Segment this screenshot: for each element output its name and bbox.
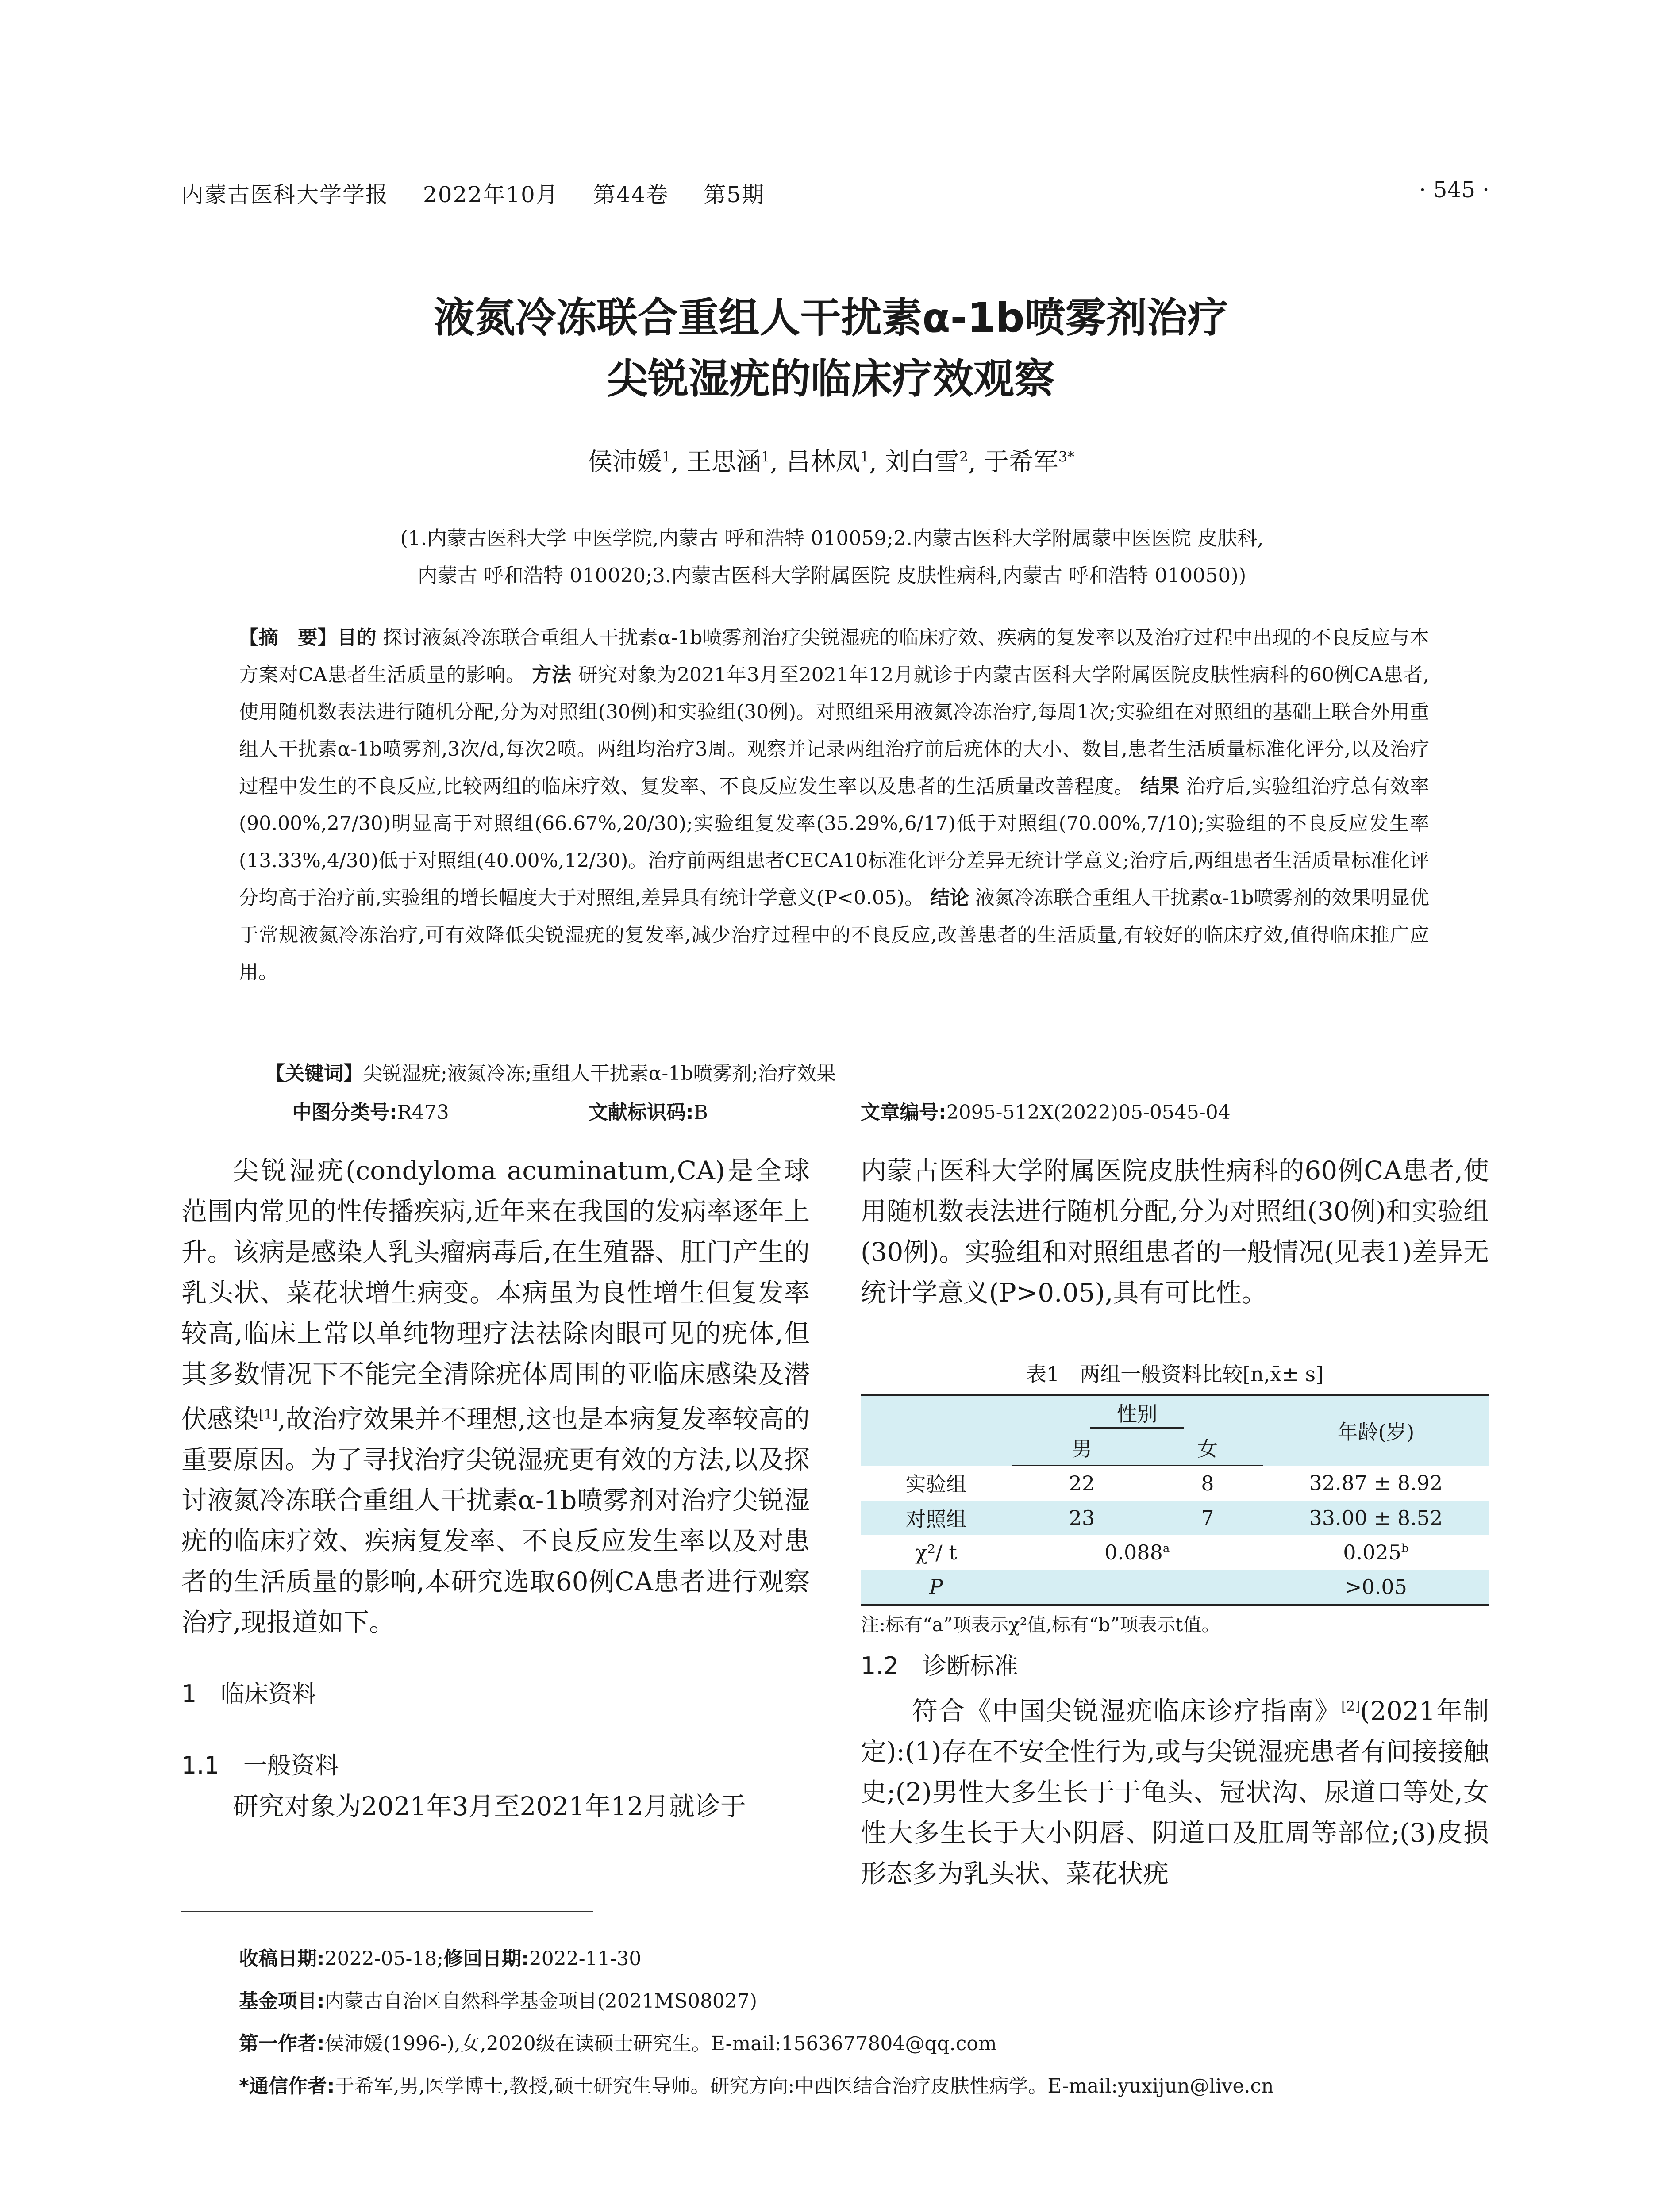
stat-sex-value: 0.088 <box>1104 1540 1163 1564</box>
abstract-results: 治疗后,实验组治疗总有效率(90.00%,27/30)明显高于对照组(66.67%,20/30);实验组复发率(35.29%,6/17)低于对照组(70.00%,7/10);实验组的不良反应发生率(13.33%,4/30)低于对照组(40.00%,12/30)。治疗前两组患者CECA10标准化评分差异无统计学意义;治疗后,两组患者生活质量标准化评分均高于治疗前,实验组的增长幅度大于对照组,差异具有统计学意义(P<0.05)。 <box>239 775 1429 909</box>
section-heading-1: 1 临床资料 <box>181 1680 316 1708</box>
author-affiliation-mark: 3* <box>1058 448 1075 465</box>
stat-age-mark: b <box>1401 1542 1409 1555</box>
abstract-conclusion: 液氮冷冻联合重组人干扰素α-1b喷雾剂的效果明显优于常规液氮冷冻治疗,可有效降低尖锐湿疣的复发率,减少治疗过程中的不良反应,改善患者的生活质量,有较好的临床疗效,值得临床推广应用。 <box>239 887 1429 983</box>
document-code <box>589 1096 708 1125</box>
citation-2[interactable]: [2] <box>1341 1699 1360 1714</box>
author-affiliation-mark: 2 <box>959 448 969 465</box>
volume: 第44卷 <box>593 182 669 207</box>
corresponding-text: 于希军,男,医学博士,教授,硕士研究生导师。研究方向:中西医结合治疗皮肤性病学。E-mail:yuxijun@live.cn <box>335 2075 1274 2097</box>
footnote-divider <box>181 1911 593 1912</box>
stat-sex <box>1012 1535 1263 1570</box>
corresponding-author <box>239 2065 1274 2108</box>
citation-1[interactable]: [1] <box>258 1407 278 1422</box>
doc-code-label: 文献标识码: <box>589 1101 694 1124</box>
continued-paragraph: 内蒙古医科大学附属医院皮肤性病科的60例CA患者,使用随机数表法进行随机分配,分为对照组(30例)和实验组(30例)。实验组和对照组患者的一般情况(见表1)差异无统计学意义(P>0.05),具有可比性。 <box>861 1156 1489 1308</box>
stat-age-value: 0.025 <box>1343 1540 1401 1564</box>
results-label: 结果 <box>1140 775 1180 798</box>
intro-text: 尖锐湿疣(condyloma acuminatum,CA)是全球范围内常见的性传播疾病,近年来在我国的发病率逐年上升。该病是感染人乳头瘤病毒后,在生殖器、肛门产生的乳头状、菜花状增生病变。本病虽为良性增生但复发率较高,临床上常以单纯物理疗法祛除肉眼可见的疣体,但其多数情况下不能完全清除疣体周围的亚临床感染及潜伏感染 <box>181 1156 810 1434</box>
table-note: 注:标有“a”项表示χ²值,标有“b”项表示t值。 <box>861 1614 1220 1636</box>
intro-text-tail: ,故治疗效果并不理想,这也是本病复发率较高的重要原因。为了寻找治疗尖锐湿疣更有效的方法,以及探讨液氮冷冻联合重组人干扰素α-1b喷雾剂对治疗尖锐湿疣的临床疗效、疾病复发率、不良反应发生率以及对患者的生活质量的影响,本研究选取60例CA患者进行观察治疗,现报道如下。 <box>181 1404 810 1638</box>
title-line-2: 尖锐湿疣的临床疗效观察 <box>607 355 1055 403</box>
clc-label: 中图分类号: <box>292 1101 397 1124</box>
keywords-text: 尖锐湿疣;液氮冷冻;重组人干扰素α-1b喷雾剂;治疗效果 <box>363 1062 836 1085</box>
stat-label: χ²/ t <box>915 1540 957 1564</box>
stat-sex-mark: a <box>1162 1542 1170 1555</box>
table-caption: 表1 两组一般资料比较[n,x̄± s] <box>1026 1362 1324 1386</box>
received-label: 收稿日期: <box>239 1947 325 1970</box>
author-name: 于希军 <box>984 448 1058 476</box>
author-name: 侯沛媛 <box>587 448 662 476</box>
diagnosis-text: 符合《中国尖锐湿疣临床诊疗指南》 <box>912 1696 1342 1726</box>
author-list: 侯沛媛$^1$, 王思涵$^1$, 吕林凤$^1$, 刘白雪$^2$, 于希军$^{3*}$ <box>587 448 1075 476</box>
section-heading-1-1: 1.1 一般资料 <box>181 1751 339 1780</box>
general-info-paragraph: 研究对象为2021年3月至2021年12月就诊于 <box>233 1791 746 1822</box>
fund-label: 基金项目: <box>239 1990 325 2012</box>
methods-label: 方法 <box>532 664 572 686</box>
journal-name: 内蒙古医科大学学报 <box>181 182 389 207</box>
age-value: 33.00 ± 8.52 <box>1263 1501 1489 1535</box>
intro-paragraph <box>181 1150 810 1643</box>
running-header <box>181 177 791 209</box>
issue: 第5期 <box>704 182 765 207</box>
keywords-label: 【关键词】 <box>265 1062 363 1085</box>
revised-date: 2022-11-30 <box>529 1947 642 1970</box>
revised-label: 修回日期: <box>443 1947 529 1970</box>
affiliations <box>292 520 1372 594</box>
female-count: 7 <box>1152 1501 1263 1535</box>
article-title <box>0 288 1662 410</box>
body-right-column <box>861 1150 1489 1313</box>
sex-group-header: 性别 <box>1090 1398 1184 1429</box>
keywords <box>265 1057 1434 1086</box>
row-label: 对照组 <box>861 1501 1012 1535</box>
p-age: >0.05 <box>1263 1570 1489 1605</box>
abstract-methods: 研究对象为2021年3月至2021年12月就诊于内蒙古医科大学附属医院皮肤性病科的60例CA患者,使用随机数表法进行随机分配,分为对照组(30例)和实验组(30例)。对照组采用液氮冷冻治疗,每周1次;实验组在对照组的基础上联合外用重组人干扰素α-1b喷雾剂,3次/d,每次2喷。两组均治疗3周。观察并记录两组治疗前后疣体的大小、数目,患者生活质量标准化评分,以及治疗过程中发生的不良反应,比较两组的临床疗效、复发率、不良反应发生率以及患者的生活质量改善程度。 <box>239 664 1429 798</box>
stat-age <box>1263 1535 1489 1570</box>
body-left-column <box>181 1150 810 1827</box>
age-header: 年龄(岁) <box>1263 1395 1489 1466</box>
affiliation-line-1: (1.内蒙古医科大学 中医学院,内蒙古 呼和浩特 010059;2.内蒙古医科大学附属蒙中医医院 皮肤科, <box>400 526 1264 550</box>
title-line-1: 液氮冷冻联合重组人干扰素α-1b喷雾剂治疗 <box>434 294 1228 342</box>
table-row <box>861 1535 1489 1570</box>
diagnosis-paragraph <box>861 1686 1489 1894</box>
female-header: 女 <box>1152 1430 1263 1466</box>
table-row <box>861 1570 1489 1605</box>
table-1 <box>861 1394 1489 1606</box>
male-count: 23 <box>1012 1501 1152 1535</box>
received-dates <box>239 1938 1274 1980</box>
table-row <box>861 1501 1489 1535</box>
conclusion-label: 结论 <box>930 887 970 909</box>
body-right-column-lower <box>861 1646 1489 1894</box>
article-number <box>861 1096 1231 1125</box>
age-value: 32.87 ± 8.92 <box>1309 1471 1443 1495</box>
abstract <box>239 619 1429 991</box>
fund-text: 内蒙古自治区自然科学基金项目(2021MS08027) <box>324 1990 758 2012</box>
author-name: 刘白雪 <box>885 448 959 476</box>
first-author-label: 第一作者: <box>239 2032 325 2055</box>
p-label: P <box>861 1570 1012 1605</box>
female-count: 8 <box>1201 1471 1214 1495</box>
received-date: 2022-05-18; <box>324 1947 444 1970</box>
issue-date: 2022年10月 <box>423 182 559 207</box>
first-author <box>239 2023 1274 2065</box>
table-corner <box>861 1395 1012 1466</box>
author-name: 吕林凤 <box>785 448 860 476</box>
author-affiliation-mark: 1 <box>662 448 671 465</box>
footnotes <box>239 1938 1274 2108</box>
row-label: 实验组 <box>905 1472 967 1497</box>
clc-number <box>292 1096 449 1125</box>
doc-code-value: B <box>693 1101 708 1124</box>
diagnosis-text-tail: (2021年制定):(1)存在不安全性行为,或与尖锐湿疣患者有间接接触史;(2)男性大多生长于于龟头、冠状沟、尿道口等处,女性大多生长于大小阴唇、阴道口及肛周等部位;(3)皮损形态多为乳头状、菜花状疣 <box>861 1696 1489 1889</box>
objective-label: 目的 <box>337 626 377 649</box>
author-affiliation-mark: 1 <box>761 448 770 465</box>
clc-value: R473 <box>397 1101 449 1124</box>
first-author-text: 侯沛媛(1996-),女,2020级在读硕士研究生。E-mail:1563677804@qq.com <box>324 2032 997 2055</box>
male-count: 22 <box>1069 1471 1095 1495</box>
affiliation-line-2: 内蒙古 呼和浩特 010020;3.内蒙古医科大学附属医院 皮肤性病科,内蒙古 呼和浩特 010050)) <box>417 564 1246 587</box>
author-name: 王思涵 <box>686 448 761 476</box>
abstract-objective: 探讨液氮冷冻联合重组人干扰素α-1b喷雾剂治疗尖锐湿疣的临床疗效、疾病的复发率以及治疗过程中出现的不良反应与本方案对CA患者生活质量的影响。 <box>239 626 1430 686</box>
corresponding-label: *通信作者: <box>239 2075 335 2097</box>
abstract-label: 【摘 要】 <box>239 626 337 649</box>
article-number-value: 2095-512X(2022)05-0545-04 <box>946 1101 1231 1124</box>
male-header: 男 <box>1012 1430 1152 1466</box>
author-affiliation-mark: 1 <box>860 448 869 465</box>
table-row <box>861 1466 1489 1501</box>
section-heading-1-2: 1.2 诊断标准 <box>861 1652 1018 1680</box>
page-number: · 545 · <box>1419 177 1489 203</box>
fund <box>239 1980 1274 2023</box>
article-number-label: 文章编号: <box>861 1101 946 1124</box>
p-sex <box>1012 1570 1263 1605</box>
